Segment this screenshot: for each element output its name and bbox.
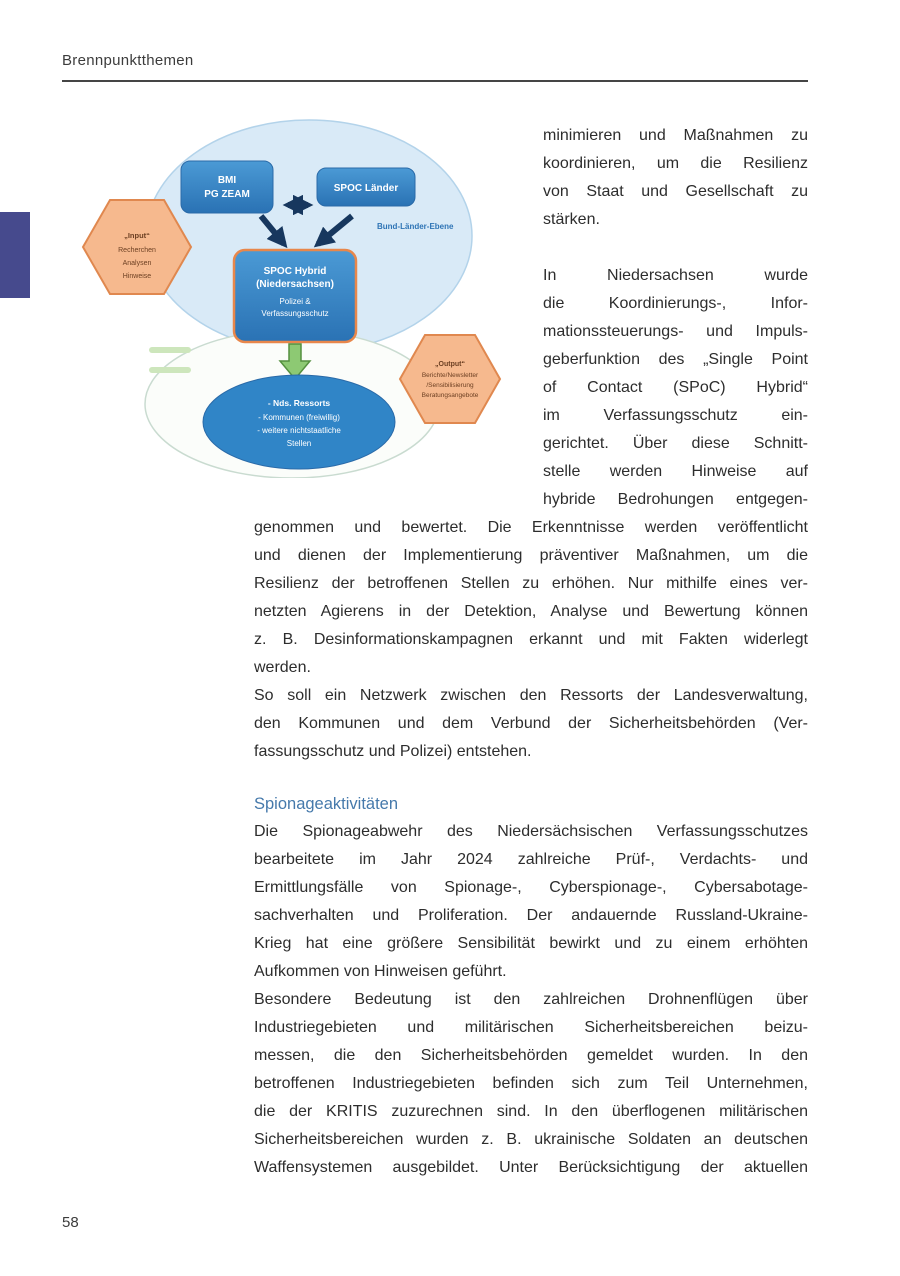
spoc-hybrid-line1: SPOC Hybrid: [263, 266, 327, 277]
paragraph-spionageabwehr: Die Spionageabwehr des Niedersächsischen Verfassungsschutzes bearbeitete im Jahr 2024 zahlreiche Prüf-, Verdachts- und Ermittlungsfälle von Spionage-, Cyberspionage-, Cybersabotage- sachverhalten und Proliferation. Der andauernde Russland-Ukraine- Krieg hat eine größere Sensibilität bewirkt und zu einem erhöhten Aufkommen von Hinweisen geführt.: [254, 823, 808, 980]
spoc-hybrid-box: [234, 250, 356, 342]
input-hex-line4: Hinweise: [122, 273, 152, 280]
running-header: Brennpunktthemen: [62, 52, 194, 69]
paragraph-spoc-intro: In Niedersachsen wurde die Koordinierungs-, Infor- mationssteuerungs- und Impuls- geberfunktion des „Single Point of Contact (SPoC) Hybrid“ im Verfassungsschutz ein- gerichtet. Über diese Schnitt- stelle werden Hinweise auf hybride Bedrohungen entgegen-: [543, 267, 808, 508]
bmi-box-line2: PG ZEAM: [204, 189, 250, 200]
spoc-hybrid-line2: (Niedersachsen): [256, 279, 334, 290]
legend-bar: [149, 347, 191, 353]
paragraph-resilienz: minimieren und Maßnahmen zu koordinieren, um die Resilienz von Staat und Gesellschaft zu stärken.: [543, 127, 808, 228]
bmi-box-line1: BMI: [217, 175, 237, 186]
main-text-column: [254, 514, 808, 1182]
spoc-hybrid-diagram-svg: [64, 116, 516, 478]
network-line1: - Nds. Ressorts: [267, 398, 331, 408]
input-hex-line1: „Input“: [124, 231, 150, 240]
paragraph-netzwerk: So soll ein Netzwerk zwischen den Ressorts der Landesverwaltung, den Kommunen und dem Verbund der Sicherheitsbehörden (Ver- fassungsschutz und Polizei) entstehen.: [254, 687, 808, 760]
network-line3: - weitere nichtstaatliche: [257, 426, 341, 435]
output-hex-line3: /Sensibilisierung: [426, 382, 474, 389]
output-hex-line2: Berichte/Newsletter: [421, 372, 479, 379]
chapter-thumb-tab: [0, 212, 30, 298]
header-divider: [62, 80, 808, 82]
paragraph-spoc-continuation: genommen und bewertet. Die Erkenntnisse werden veröffentlicht und dienen der Implementierung präventiver Maßnahmen, um die Resilienz der betroffenen Stellen zu erhöhen. Nur mithilfe eines ver- netzten Agierens in der Detektion, Analyse und Bewertung können z. B. Desinformationskampagnen erkannt und mit Fakten widerlegt werden.: [254, 519, 808, 676]
input-hex-line3: Analysen: [122, 260, 152, 267]
spoc-hybrid-line4: Verfassungsschutz: [261, 309, 329, 318]
spoc-hybrid-line3: Polizei &: [279, 297, 311, 306]
paragraph-drohnenfluege: Besondere Bedeutung ist den zahlreichen Drohnenflügen über Industriegebieten und militärischen Sicherheitsbereichen beizu- messen, die den Sicherheitsbehörden gemeldet wurden. In den betroffenen Industriegebieten befinden sich zum Teil Unternehmen, die der KRITIS zuzurechnen sind. In den überflogenen militärischen Sicherheitsbereichen wurden z. B. ukrainische Soldaten an deutschen Waffensystemen ausgebildet. Unter Berücksichtigung der aktuellen: [254, 991, 808, 1176]
spoc-hybrid-diagram: [64, 116, 516, 478]
network-ellipse: [203, 375, 395, 469]
side-text-column: [543, 122, 808, 514]
bmi-pg-zeam-box: [181, 161, 273, 213]
page-number: 58: [62, 1214, 79, 1231]
network-line4: Stellen: [286, 439, 312, 448]
section-heading-spionage: Spionageaktivitäten: [254, 795, 399, 813]
output-hex-line1: „Output“: [435, 361, 465, 368]
spoc-laender-label: SPOC Länder: [333, 183, 399, 194]
legend-bar: [149, 367, 191, 373]
spoc-laender-box: [317, 168, 415, 206]
bund-laender-ebene-label: Bund-Länder-Ebene: [377, 222, 454, 231]
output-hex-line4: Beratungsangebote: [421, 392, 479, 399]
network-line2: - Kommunen (freiwillig): [258, 413, 340, 422]
input-hex-line2: Recherchen: [118, 247, 156, 254]
